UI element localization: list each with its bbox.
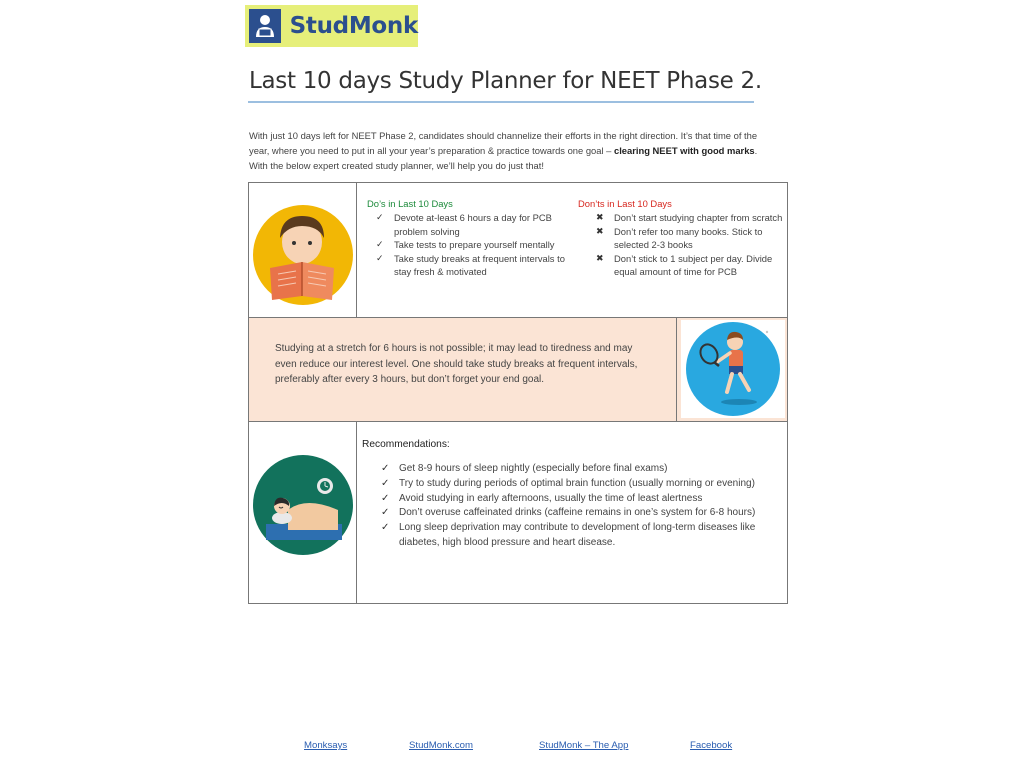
recommendation-text: Long sleep deprivation may contribute to development of long-term diseases like diabetes, high blood pressure and heart disease.	[399, 522, 756, 548]
list-item	[377, 506, 787, 521]
dos-item-text: Take study breaks at frequent intervals to stay fresh & motivated	[394, 252, 565, 277]
intro-text-b: . With the below expert created study planner, we’ll help you do just that!	[249, 145, 758, 171]
list-item	[587, 225, 783, 252]
recommendation-text: Don’t overuse caffeinated drinks (caffeine remains in one’s system for 6-8 hours)	[399, 507, 756, 519]
box-divider	[676, 318, 677, 421]
title-underline	[248, 101, 754, 103]
logo-text: StudMonk	[289, 13, 418, 39]
donts-item-text: Don’t refer too many books. Stick to selected 2-3 books	[614, 225, 763, 250]
cross-icon: ✖	[596, 252, 604, 263]
donts-item-text: Don’t stick to 1 subject per day. Divide equal amount of time for PCB	[614, 252, 773, 277]
tennis-player-illustration	[681, 320, 785, 418]
cross-icon: ✖	[596, 212, 604, 222]
studmonk-logo[interactable]	[245, 5, 418, 47]
list-item	[367, 252, 567, 279]
sleeping-student-illustration	[252, 454, 355, 557]
list-item	[587, 211, 783, 225]
donts-item-text: Don’t start studying chapter from scratch	[614, 212, 783, 223]
dos-item-text: Take tests to prepare yourself mentally	[394, 239, 555, 250]
intro-bold-text: clearing NEET with good marks	[613, 145, 755, 156]
list-item	[377, 462, 787, 477]
check-icon: ✓	[381, 463, 390, 474]
intro-paragraph	[249, 128, 769, 173]
reading-student-illustration	[252, 204, 355, 307]
dos-list	[367, 211, 567, 279]
list-item	[377, 477, 787, 492]
recommendations-box	[248, 421, 788, 604]
box-divider	[356, 422, 357, 603]
dos-heading: Do’s in Last 10 Days	[367, 198, 453, 209]
footer-link-studmonk-com[interactable]: StudMonk.com	[409, 740, 473, 751]
check-icon: ✓	[381, 492, 390, 504]
list-item	[587, 252, 783, 279]
recommendation-text: Avoid studying in early afternoons, usually the time of least alertness	[399, 492, 703, 504]
check-icon: ✓	[376, 212, 384, 222]
dos-item-text: Devote at-least 6 hours a day for PCB problem solving	[394, 212, 552, 237]
study-breaks-text: Studying at a stretch for 6 hours is not possible; it may lead to tiredness and may even reduce our interest level. One should take study breaks at frequent intervals, preferably after every 3 hours, but don’t forget your end goal.	[275, 343, 638, 385]
box-divider	[356, 183, 357, 317]
footer-link-monksays[interactable]: Monksays	[304, 740, 348, 751]
recommendation-text: Try to study during periods of optimal brain function (usually morning or evening)	[399, 477, 755, 489]
footer-link-studmonk-app[interactable]: StudMonk – The App	[539, 740, 629, 751]
donts-list	[587, 211, 783, 279]
recommendation-text: Get 8-9 hours of sleep nightly (especially before final exams)	[399, 463, 668, 474]
check-icon: ✓	[376, 239, 384, 249]
list-item	[377, 521, 787, 551]
page-title: Last 10 days Study Planner for NEET Phase 2.	[249, 68, 762, 94]
cross-icon: ✖	[596, 225, 604, 236]
list-item	[367, 211, 567, 238]
footer-link-facebook[interactable]: Facebook	[690, 740, 733, 751]
list-item	[367, 238, 567, 252]
student-logo-icon	[249, 9, 281, 43]
check-icon: ✓	[381, 477, 390, 489]
intro-text-a: With just 10 days left for NEET Phase 2, candidates should channelize their efforts in the right direction. It’s that time of the year, where you need to put in all your year’s preparation & practice towards one goal –	[249, 130, 758, 156]
recommendations-heading: Recommendations:	[362, 439, 450, 450]
list-item	[377, 492, 787, 507]
dos-donts-box	[248, 182, 788, 318]
donts-heading: Don’ts in Last 10 Days	[578, 198, 672, 209]
study-breaks-box	[248, 318, 788, 422]
check-icon: ✓	[381, 522, 390, 534]
check-icon: ✓	[381, 507, 390, 519]
check-icon: ✓	[376, 252, 384, 263]
recommendations-list	[377, 462, 787, 551]
